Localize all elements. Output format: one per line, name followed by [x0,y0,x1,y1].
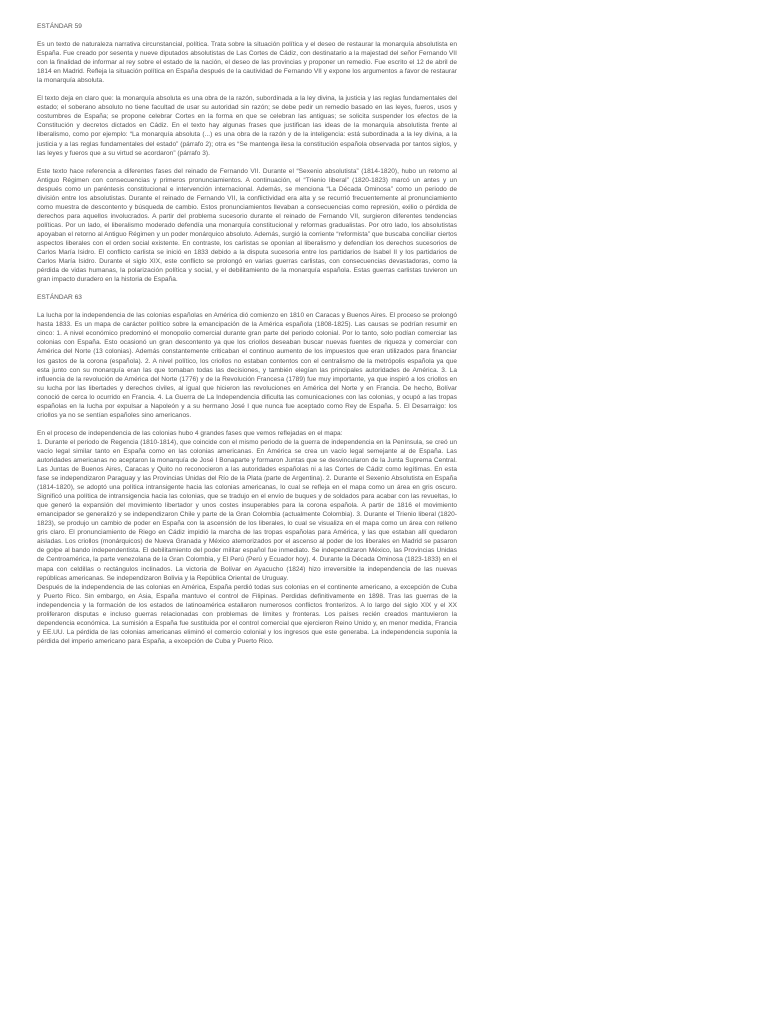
paragraph: Este texto hace referencia a diferentes fases del reinado de Fernando VII. Durante el “Sexenio absolutista” (1814-1820), hubo un retorno al Antiguo Régimen con consecuencias y primeros pronunciamientos. A continuación, el “Trienio liberal” (1820-1823) marcó un antes y un después como un paréntesis constitucional e intervención internacional. Además, se menciona “La Década Ominosa” como un periodo de división entre los absolutistas. Durante el reinado de Fernando VII, la conflictividad era alta y se recurrió frecuentemente al pronunciamiento como muestra de descontento y búsqueda de cambio. Estos pronunciamientos llevaban a consecuencias como represión, exilio o pérdida de derechos para aquellos involucrados. A partir del problema sucesorio durante el reinado de Fernando VII, surgieron diferentes tendencias políticas. Por un lado, el liberalismo moderado defendía una monarquía constitucional y reformas gradualistas. Por otro lado, los absolutistas apoyaban el retorno al Antiguo Régimen y un poder monárquico absoluto. Además, surgió la corriente “reformista” que buscaba conciliar ciertos aspectos liberales con el orden social existente. En contraste, los carlistas se oponían al liberalismo y defendían los derechos sucesorios de Carlos María Isidro. El conflicto carlista se inició en 1833 debido a la disputa sucesoria entre los partidarios de Isabel II y los partidarios de Carlos María Isidro. Durante el siglo XIX, este conflicto se prolongó en varias guerras carlistas, con consecuencias devastadoras, como la pérdida de vidas humanas, la polarización política y social, y el debilitamiento de la monarquía española. Estas guerras carlistas tuvieron un gran impacto duradero en la historia de España. [37,167,457,284]
paragraph: En el proceso de independencia de las colonias hubo 4 grandes fases que vemos reflejadas en el mapa: 1. Durante el periodo de Regencia (1810-1814), que coincide con el mismo periodo de la guerra de independencia en la Península, se creó un vacío legal similar tanto en España como en las colonias americanas. En América se crea un vacío legal semejante al de España. Las autoridades americanas no aceptaron la monarquía de José I Bonaparte y formaron Juntas que se desvincularon de la Junta Suprema Central. Las Juntas de Buenos Aires, Caracas y Quito no reconocieron a las autoridades españolas ni a las Cortes de Cádiz como legítimas. En esta fase se independizaron Paraguay y las Provincias Unidas del Río de la Plata (parte de Argentina). 2. Durante el Sexenio Absolutista en España (1814-1820), se adoptó una política intransigente hacia las colonias americanas, lo cual se refleja en el mapa como un área en gris oscuro. Significó una política de intransigencia hacia las colonias, que se tradujo en el envío de buques y de soldados para acabar con las revueltas, lo que generó la expansión del movimiento libertador y unos costes insuperables para la corona española. A partir de 1816 el movimiento emancipador se generalizó y se independizaron Chile y parte de la Gran Colombia (actualmente Colombia). 3. Durante el Trienio liberal (1820-1823), se produjo un cambio de poder en España con la ascensión de los liberales, lo cual se visualiza en el mapa como un área con relleno gris claro. El pronunciamiento de Riego en Cádiz impidió la marcha de las tropas españolas para América, y las que estaban allí quedaron aisladas. Los criollos (monárquicos) de Nueva Granada y México atemorizados por el ascenso al poder de los liberales en Madrid se pasaron de golpe al bando independentista. El debilitamiento del poder militar español fue inmediato. Se independizaron México, las Provincias Unidas de Centroamérica, la parte venezolana de la Gran Colombia, y El Perú (Perú y Ecuador hoy). 4. Durante la Década Ominosa (1823-1833) en el mapa con celdillas o rectángulos inclinados. La victoria de Bolívar en Ayacucho (1824) hizo irreversible la independencia de las nuevas repúblicas americanas. Se independizaron Bolivia y la República Oriental de Uruguay. Después de la independencia de las colonias en América, España perdió todas sus colonias en el continente americano, a excepción de Cuba y Puerto Rico. Sin embargo, en Asia, España mantuvo el control de Filipinas. Perdidas definitivamente en 1898. Tras las guerras de la independencia y la formación de los estados de latinoamérica estallaron numerosos conflictos fronterizos. A lo largo del siglo XIX y el XX proliferaron disputas e incluso guerras relacionadas con problemas de límites y fronteras. Los países recién creados mantuvieron la dependencia económica. La sumisión a España fue sustituida por el control comercial que ejercieron Reino Unido y, en menor medida, Francia y EE.UU. La pérdida de las colonias americanas eliminó el comercio colonial y los ingresos que este generaba. La independencia suponía la pérdida del imperio americano para España, a excepción de Cuba y Puerto Rico. [37,429,457,645]
section-heading: ESTÁNDAR 63 [37,294,82,302]
document-page [37,22,457,646]
section-estandar-59 [37,22,457,284]
section-heading: ESTÁNDAR 59 [37,23,82,30]
paragraph: Es un texto de naturaleza narrativa circunstancial, política. Trata sobre la situación política y el deseo de restaurar la monarquía absolutista en España. Fue creado por sesenta y nueve diputados absolutistas de Las Cortes de Cádiz, con destinatario a la majestad del señor Fernando VII con la finalidad de informar al rey sobre el estado de la nación, el deseo de las provincias y proponer un remedio. Fue escrito el 12 de abril de 1814 en Madrid. Refleja la situación política en España después de la cautividad de Fernando VII y expone los argumentos a favor de restaurar la monarquía absoluta. [37,41,457,85]
section-estandar-63 [37,293,457,646]
paragraph: El texto deja en claro que: la monarquía absoluta es una obra de la razón, subordinada a la ley divina, la justicia y las reglas fundamentales del estado; el soberano absoluto no tiene facultad de usar su autoridad sin razón; se debe pedir un remedio basado en las leyes, fueros, usos y costumbres de España; se propone celebrar Cortes en la forma en que se celebran las antiguas; se solicita suspender los efectos de la Constitución y decretos dictados en Cádiz. En el texto hay algunas frases que justifican las ideas de la monarquía absolutista frente al liberalismo, como por ejemplo: “La monarquía absoluta (...) es una obra de la razón y de la inteligencia: está subordinada a la ley divina, a la justicia y a las reglas fundamentales del estado” (párrafo 2); otra es “Se mantenga ilesa la constitución española observada por tantos siglos, y las leyes y fueros que a su virtud se acordaron” (párrafo 3). [37,95,457,157]
paragraph: La lucha por la independencia de las colonias españolas en América dió comienzo en 1810 en Caracas y Buenos Aires. El proceso se prolongó hasta 1833. Es un mapa de carácter político sobre la emancipación de la América española (1808-1825). Las causas se podrían resumir en cinco: 1. A nivel económico predominó el monopolio comercial durante gran parte del periodo colonial. Por lo tanto, solo podían comerciar las colonias con España. Esto ocasionó un gran descontento ya que los criollos deseaban buscar nuevas fuentes de riqueza y comerciar con América del Norte (13 colonias). Además constantemente criticaban el continuo aumento de los impuestos que eran utilizados para financiar los gastos de la corona (española). 2. A nivel político, los criollos no estaban contentos con el centralismo de la metrópolis española ya que esta junto con su monarquía eran las que tomaban todas las decisiones, y también elegían las principales autoridades de América. 3. La influencia de la revolución de América del Norte (1776) y de la Revolución Francesa (1789) fue muy importante, ya que inspiró a los criollos en su lucha por las libertades y derechos civiles, al igual que hicieron las revoluciones en América del Norte y en Francia. De hecho, Bolívar conoció de cerca lo ocurrido en Francia. 4. La Guerra de La Independencia dificulta las comunicaciones con las colonias, y ocupó a las tropas españolas en la lucha por expulsar a Napoleón y a su hermano José I que nunca fue aceptado como Rey de España. 5. El Desarraigo: los criollos ya no se sentían españoles sino americanos. [37,312,457,419]
